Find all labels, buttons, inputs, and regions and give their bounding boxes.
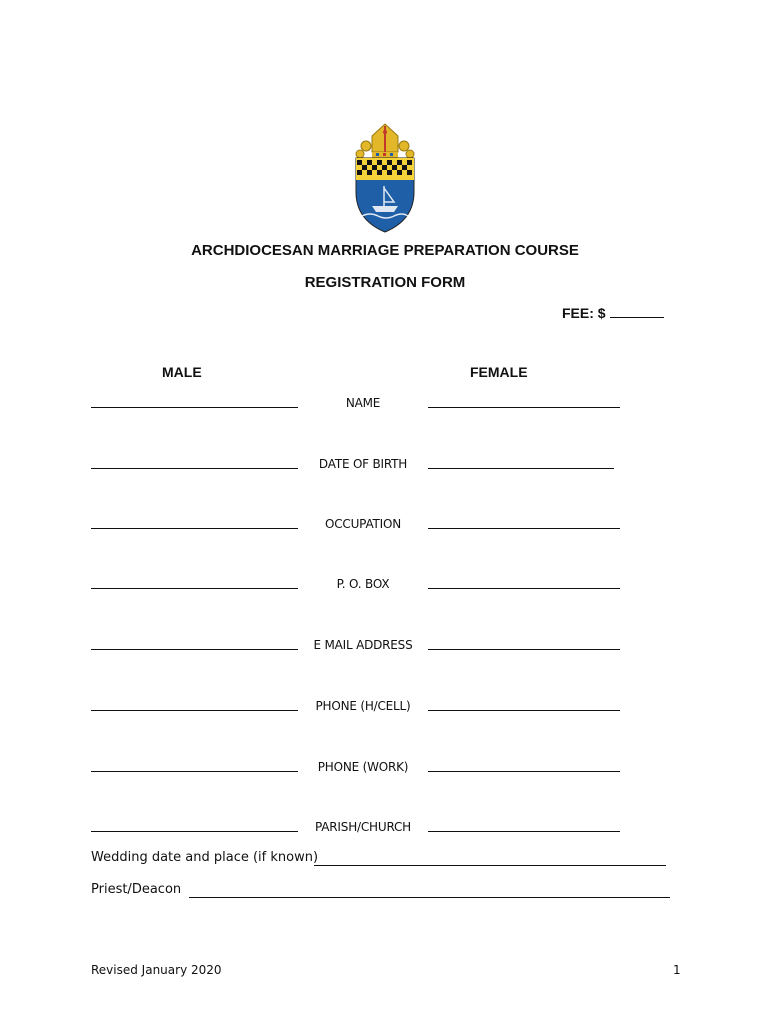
female-phone-cell-line[interactable] — [428, 709, 620, 711]
field-label-email: E MAIL ADDRESS — [313, 638, 413, 652]
fee-label: FEE: $ — [562, 305, 606, 321]
field-label-phone-work: PHONE (WORK) — [317, 760, 409, 774]
field-label-po-box: P. O. BOX — [336, 577, 390, 591]
male-date-of-birth-line[interactable] — [91, 467, 298, 469]
male-phone-work-line[interactable] — [91, 770, 298, 772]
female-name-line[interactable] — [428, 406, 620, 408]
fee-field — [562, 305, 664, 321]
male-occupation-line[interactable] — [91, 527, 298, 529]
revision-note: Revised January 2020 — [91, 963, 222, 977]
male-po-box-line[interactable] — [91, 587, 298, 589]
fee-input-line[interactable] — [610, 305, 664, 318]
female-phone-work-line[interactable] — [428, 770, 620, 772]
field-label-date-of-birth: DATE OF BIRTH — [318, 457, 408, 471]
female-email-line[interactable] — [428, 648, 620, 650]
wedding-input-line[interactable] — [314, 864, 666, 866]
field-label-occupation: OCCUPATION — [324, 517, 402, 531]
wedding-label: Wedding date and place (if known) — [91, 850, 319, 865]
female-parish-line[interactable] — [428, 830, 620, 832]
female-po-box-line[interactable] — [428, 587, 620, 589]
male-column-heading: MALE — [162, 364, 202, 380]
archdiocese-crest-logo — [346, 122, 424, 234]
female-date-of-birth-line[interactable] — [428, 467, 614, 469]
male-phone-cell-line[interactable] — [91, 709, 298, 711]
female-occupation-line[interactable] — [428, 527, 620, 529]
female-column-heading: FEMALE — [470, 364, 528, 380]
male-email-line[interactable] — [91, 648, 298, 650]
priest-deacon-input-line[interactable] — [189, 896, 670, 898]
field-label-name: NAME — [345, 396, 381, 410]
form-title: ARCHDIOCESAN MARRIAGE PREPARATION COURSE — [191, 242, 579, 259]
priest-deacon-label: Priest/Deacon — [91, 882, 182, 897]
male-name-line[interactable] — [91, 406, 298, 408]
field-label-phone-cell: PHONE (H/CELL) — [315, 699, 411, 713]
page-number: 1 — [673, 963, 681, 977]
form-subtitle: REGISTRATION FORM — [304, 274, 466, 291]
male-parish-line[interactable] — [91, 830, 298, 832]
field-label-parish: PARISH/CHURCH — [315, 820, 411, 834]
